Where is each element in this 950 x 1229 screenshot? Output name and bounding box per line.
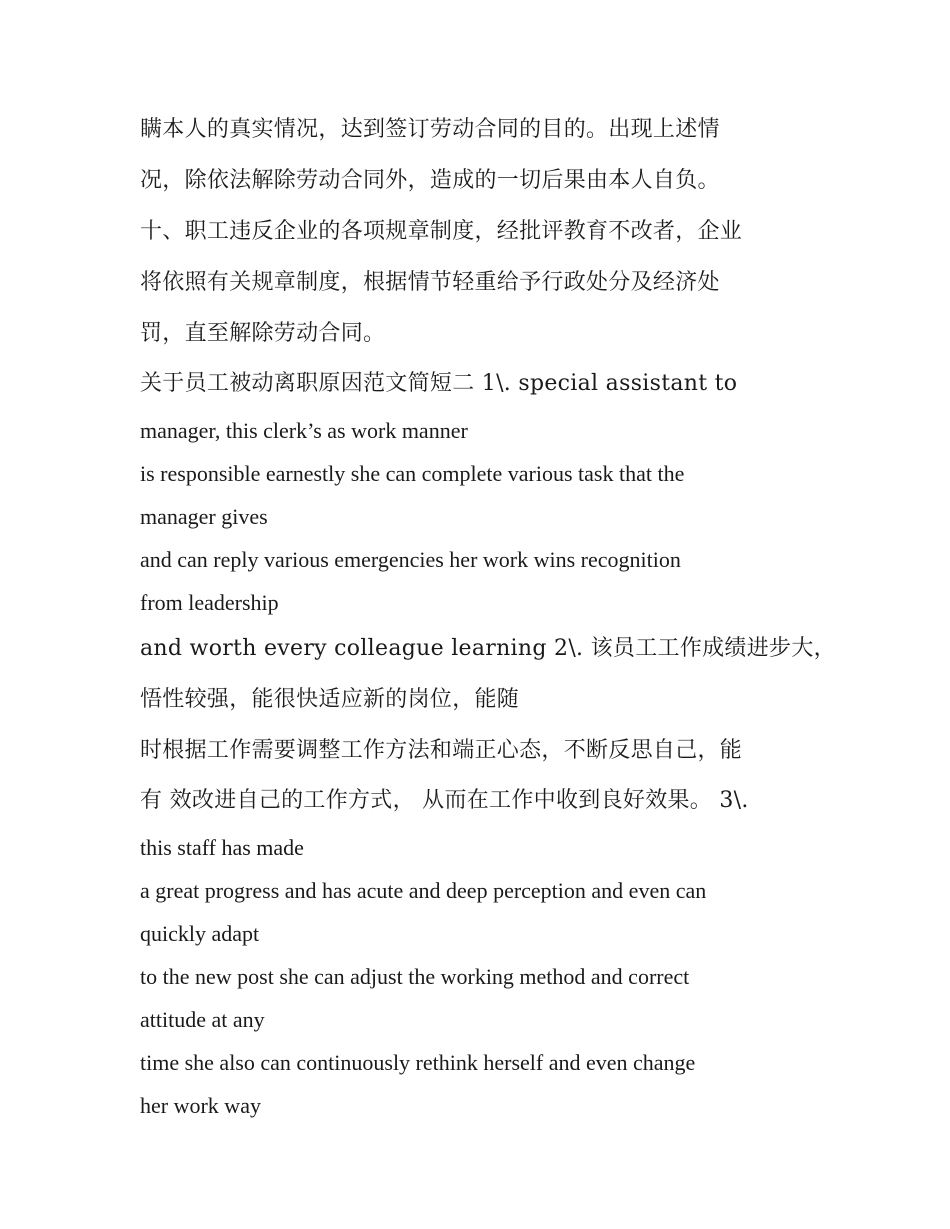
text-line: 有 效改进自己的工作方式， 从而在工作中收到良好效果。 3\. (140, 788, 749, 813)
text-line: to the new post she can adjust the working method and correct (140, 964, 690, 989)
text-line: 关于员工被动离职原因范文简短二 1\. special assistant to (140, 371, 738, 396)
text-line: time she also can continuously rethink herself and even change (140, 1050, 696, 1075)
text-line: and worth every colleague learning 2\. 该员工工作成绩进步大， (140, 636, 836, 661)
text-line: and can reply various emergencies her work wins recognition (140, 547, 681, 572)
text-line: a great progress and has acute and deep perception and even can (140, 878, 707, 903)
text-line: this staff has made (140, 835, 304, 860)
text-line: 时根据工作需要调整工作方法和端正心态，不断反思自己，能 (140, 738, 743, 763)
text-line: quickly adapt (140, 921, 260, 946)
text-line: attitude at any (140, 1007, 265, 1032)
text-line: 将依照有关规章制度，根据情节轻重给予行政处分及经济处 (140, 270, 720, 295)
text-line: her work way (140, 1093, 261, 1118)
text-line: manager, this clerk’s as work manner (140, 418, 468, 443)
text-line: is responsible earnestly she can complete various task that the (140, 461, 685, 486)
text-line: from leadership (140, 590, 279, 615)
text-line: 十、职工违反企业的各项规章制度，经批评教育不改者，企业 (140, 219, 743, 244)
text-line: 瞒本人的真实情况，达到签订劳动合同的目的。出现上述情 (140, 117, 720, 142)
text-line: 罚，直至解除劳动合同。 (140, 321, 386, 346)
text-line: 况，除依法解除劳动合同外，造成的一切后果由本人自负。 (140, 168, 720, 193)
text-line: 悟性较强，能很快适应新的岗位，能随 (140, 687, 520, 712)
text-line: manager gives (140, 504, 268, 529)
document-body (140, 104, 836, 1127)
